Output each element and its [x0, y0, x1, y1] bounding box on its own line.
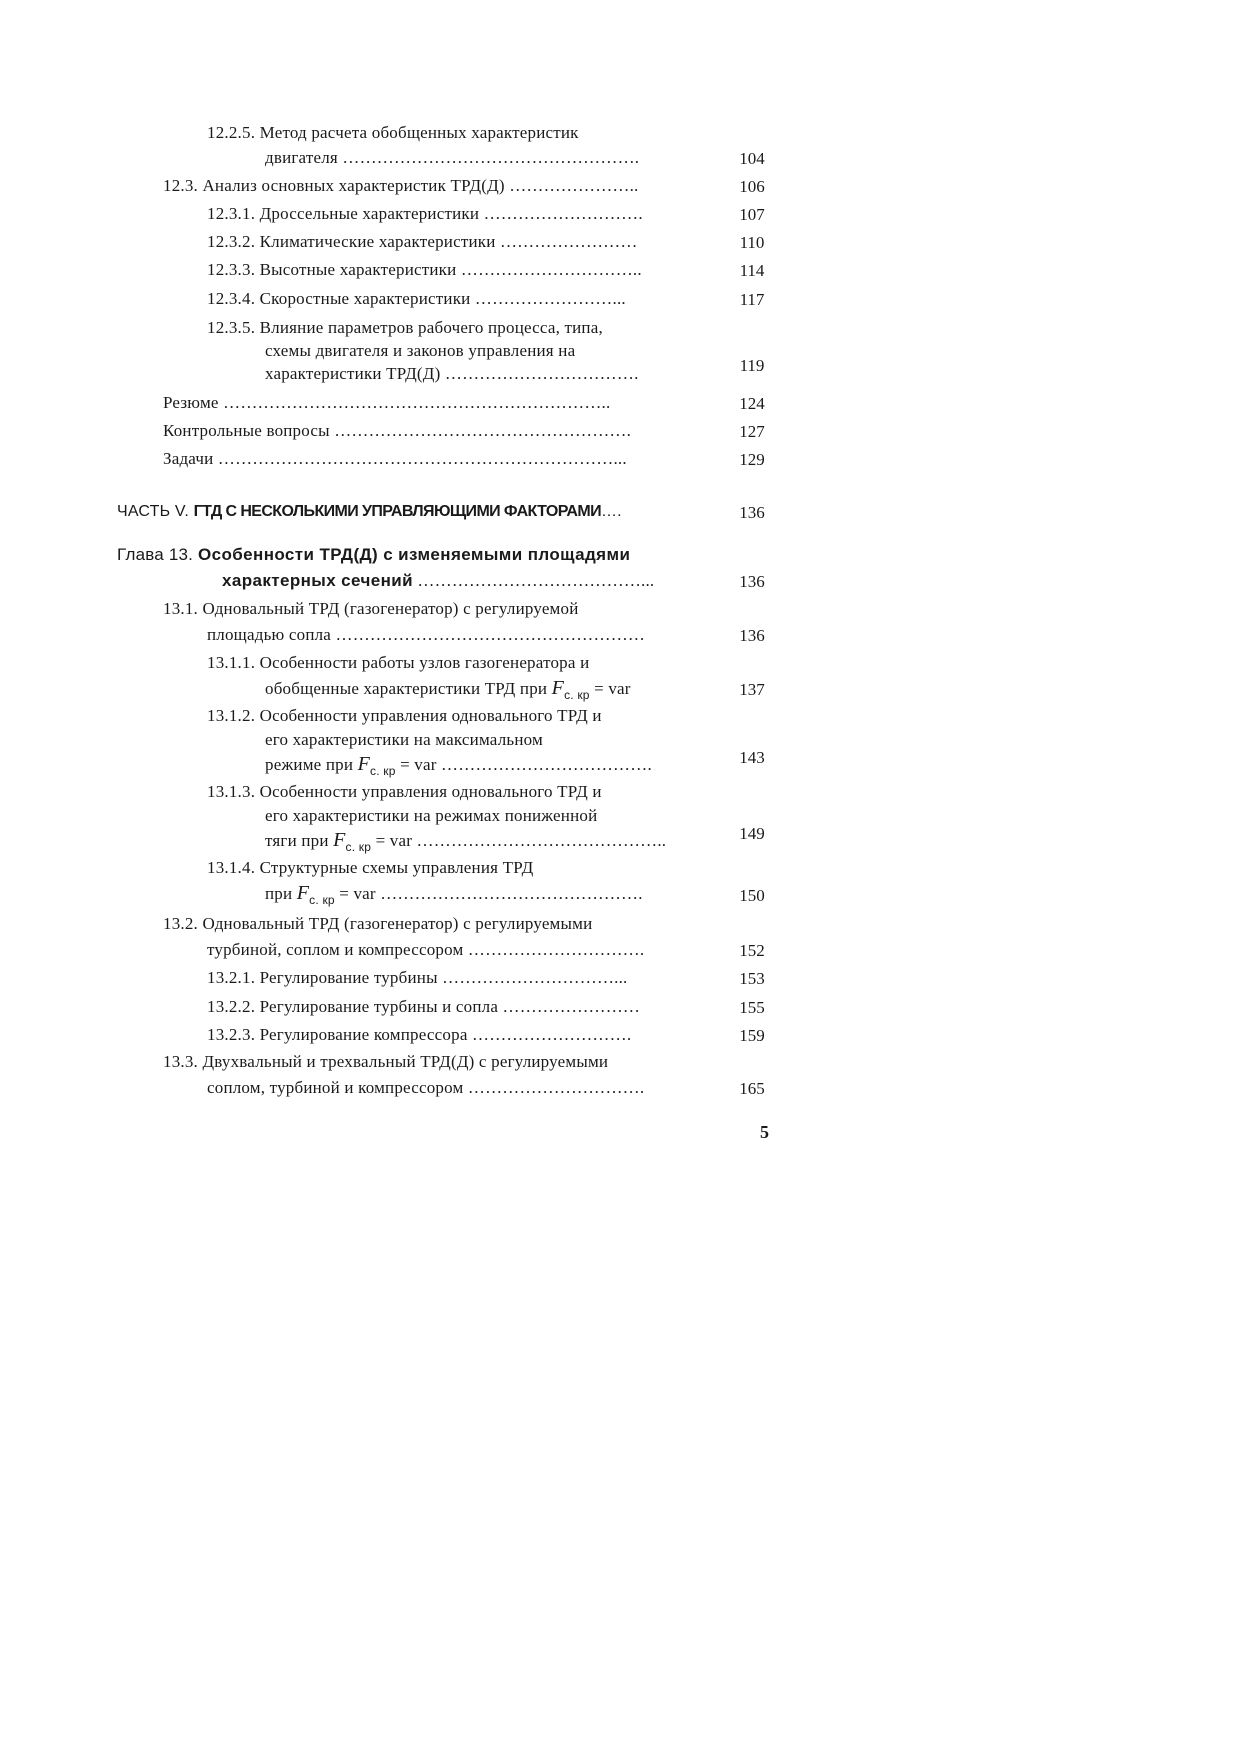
- toc-entry-12-3: [163, 176, 639, 196]
- entry-title: Дроссельные характеристики ……………………….: [259, 204, 643, 223]
- page-number: 136: [739, 572, 765, 591]
- formula-symbol: F: [357, 753, 371, 775]
- toc-entry-13-2: [163, 914, 592, 934]
- part-title: ГТД С НЕСКОЛЬКИМИ УПРАВЛЯЮЩИМИ ФАКТОРАМИ: [193, 503, 601, 520]
- entry-title: Влияние параметров рабочего процесса, типа,: [259, 318, 603, 337]
- entry-text: = var ……………………………………….: [339, 884, 643, 903]
- entry-title: Регулирование турбины …………………………...: [259, 968, 628, 987]
- entry-number: 13.2.2.: [207, 997, 256, 1016]
- page-number: 152: [739, 941, 765, 960]
- chapter-label: Глава 13.: [117, 545, 194, 564]
- toc-entry-13-3: [163, 1052, 608, 1072]
- toc-entry-12-3-1: [207, 204, 643, 224]
- toc-entry-13-1-3: [207, 782, 602, 802]
- toc-entry-13-2-2: [207, 997, 640, 1017]
- toc-entry-tasks: Задачи ……………………………………………………………...: [163, 449, 627, 468]
- page-number: 114: [739, 261, 765, 280]
- entry-title: Особенности работы узлов газогенератора и: [259, 653, 590, 672]
- entry-title: Двухвальный и трехвальный ТРД(Д) с регулируемыми: [202, 1052, 609, 1071]
- entry-title-cont: [265, 754, 652, 776]
- formula-subscript: с. кр: [345, 840, 372, 854]
- page-number: 143: [739, 748, 765, 767]
- entry-number: 12.3.4.: [207, 289, 256, 308]
- entry-number: 13.1.3.: [207, 782, 256, 801]
- part-label: ЧАСТЬ V.: [117, 503, 189, 520]
- formula-subscript: с. кр: [564, 688, 590, 702]
- page-number: 117: [739, 290, 765, 309]
- page-number: 155: [739, 998, 765, 1017]
- entry-number: 13.1.1.: [207, 653, 256, 672]
- chapter-title-cont: [222, 571, 654, 591]
- entry-number: 12.3.5.: [207, 318, 256, 337]
- entry-number: 13.2.: [163, 914, 198, 933]
- toc-entry-13-1-1: [207, 653, 589, 673]
- formula-subscript: с. кр: [370, 764, 396, 778]
- formula-symbol: F: [551, 677, 565, 699]
- toc-entry-13-1-2: [207, 706, 602, 726]
- page-number: 149: [739, 824, 765, 843]
- entry-number: 12.3.3.: [207, 260, 256, 279]
- entry-number: 12.3.: [163, 176, 198, 195]
- entry-title-cont: его характеристики на режимах пониженной: [265, 806, 598, 825]
- page-number: 127: [739, 422, 765, 441]
- toc-part-5: [117, 502, 622, 522]
- entry-text: = var: [594, 679, 631, 698]
- toc-entry-13-2-3: [207, 1025, 631, 1045]
- formula-symbol: F: [296, 882, 310, 904]
- entry-title-cont: характеристики ТРД(Д) …………………………….: [265, 364, 639, 383]
- entry-number: 13.3.: [163, 1052, 198, 1071]
- toc-entry-questions: Контрольные вопросы …………………………………………….: [163, 421, 632, 440]
- formula-subscript: с. кр: [309, 893, 335, 907]
- entry-number: 13.1.4.: [207, 858, 256, 877]
- entry-text: = var ……………………………………..: [375, 831, 667, 850]
- chapter-dots: …………………………………...: [412, 571, 655, 590]
- toc-entry-13-2-1: [207, 968, 628, 988]
- page-number: 107: [739, 205, 765, 224]
- page-number: 165: [739, 1079, 765, 1098]
- entry-text: = var ……………………………….: [400, 755, 652, 774]
- entry-number: 13.1.: [163, 599, 198, 618]
- entry-title-cont: [265, 883, 643, 905]
- entry-title-cont: турбиной, соплом и компрессором ………………………….: [207, 940, 645, 959]
- page-number: 136: [739, 626, 765, 645]
- entry-number: 12.3.2.: [207, 232, 256, 251]
- part-dots: ….: [600, 503, 622, 520]
- toc-entry-12-3-2: [207, 232, 638, 252]
- page-folio: 5: [760, 1122, 769, 1142]
- toc-entry-13-1-4: [207, 858, 533, 878]
- entry-title-cont: площадью сопла ………………………………………………: [207, 625, 646, 644]
- page-number: 124: [739, 394, 765, 413]
- toc-entry-12-3-3: [207, 260, 642, 280]
- entry-title: Особенности управления одновального ТРД и: [259, 782, 602, 801]
- entry-text: при: [265, 884, 293, 903]
- entry-title: Одновальный ТРД (газогенератор) с регулируемыми: [202, 914, 593, 933]
- entry-number: 12.2.5.: [207, 123, 256, 142]
- page-number: 136: [739, 503, 765, 522]
- entry-number: 13.2.3.: [207, 1025, 256, 1044]
- entry-title-cont: двигателя …………………………………………….: [265, 148, 640, 167]
- page-number: 129: [739, 450, 765, 469]
- entry-title-cont: схемы двигателя и законов управления на: [265, 341, 576, 360]
- entry-title: Одновальный ТРД (газогенератор) с регулируемой: [202, 599, 579, 618]
- page-number: 110: [739, 233, 765, 252]
- entry-title-cont: его характеристики на максимальном: [265, 730, 543, 749]
- entry-text: обобщенные характеристики ТРД при: [265, 679, 548, 698]
- entry-title-cont: [265, 678, 631, 700]
- entry-title: Регулирование турбины и сопла ……………………: [259, 997, 641, 1016]
- formula-symbol: F: [333, 829, 346, 851]
- toc-entry-12-2-5: [207, 123, 579, 143]
- entry-title: Структурные схемы управления ТРД: [259, 858, 534, 877]
- page-number: 104: [739, 149, 765, 168]
- entry-number: 13.2.1.: [207, 968, 256, 987]
- entry-title: Анализ основных характеристик ТРД(Д) …………………..: [202, 176, 639, 195]
- page-number: 137: [739, 680, 765, 699]
- entry-title: Климатические характеристики ……………………: [259, 232, 638, 251]
- page-number: 159: [739, 1026, 765, 1045]
- entry-title-cont: [265, 830, 666, 852]
- entry-text: режиме при: [265, 755, 354, 774]
- page-number: 106: [739, 177, 765, 196]
- toc-entry-12-3-4: [207, 289, 626, 309]
- entry-title: Особенности управления одновального ТРД и: [259, 706, 602, 725]
- chapter-title-line2: характерных сечений: [222, 571, 413, 590]
- entry-title: Высотные характеристики …………………………..: [259, 260, 642, 279]
- entry-text: тяги при: [265, 831, 329, 850]
- entry-title: Метод расчета обобщенных характеристик: [259, 123, 579, 142]
- entry-title: Скоростные характеристики ……………………...: [259, 289, 626, 308]
- entry-title: Регулирование компрессора ……………………….: [259, 1025, 632, 1044]
- page-number: 119: [739, 356, 765, 375]
- entry-number: 12.3.1.: [207, 204, 256, 223]
- chapter-title: Особенности ТРД(Д) с изменяемыми площадями: [198, 545, 631, 564]
- entry-number: 13.1.2.: [207, 706, 256, 725]
- toc-chapter-13: [117, 545, 630, 565]
- page-number: 150: [739, 886, 765, 905]
- toc-entry-13-1: [163, 599, 579, 619]
- toc-entry-12-3-5: [207, 318, 603, 338]
- toc-entry-resume: Резюме …………………………………………………………..: [163, 393, 611, 412]
- entry-title-cont: соплом, турбиной и компрессором ………………………….: [207, 1078, 645, 1097]
- page-number: 153: [739, 969, 765, 988]
